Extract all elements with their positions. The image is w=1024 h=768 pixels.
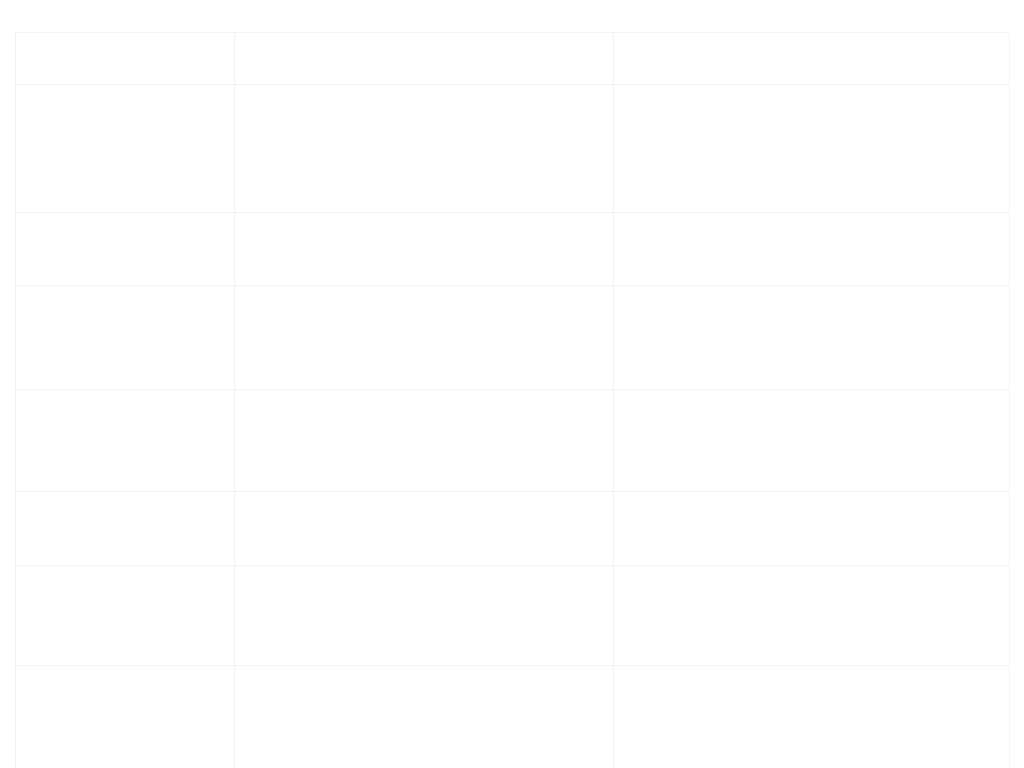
table-cell — [235, 390, 614, 492]
table-row — [16, 286, 1010, 390]
table-header-row — [16, 33, 1010, 85]
table-cell — [16, 85, 235, 213]
table-row — [16, 492, 1010, 566]
table-cell — [614, 286, 1010, 390]
table-cell — [16, 566, 235, 666]
table-cell — [614, 390, 1010, 492]
table-cell — [235, 213, 614, 286]
column-header — [235, 33, 614, 85]
table-cell — [235, 666, 614, 768]
table-cell — [614, 666, 1010, 768]
table-row — [16, 85, 1010, 213]
column-header — [614, 33, 1010, 85]
table-cell — [614, 213, 1010, 286]
table-cell — [16, 286, 235, 390]
table-cell — [16, 390, 235, 492]
table-cell — [614, 566, 1010, 666]
data-table — [15, 32, 1010, 768]
column-header — [16, 33, 235, 85]
table-cell — [235, 85, 614, 213]
table-cell — [16, 492, 235, 566]
table-cell — [614, 85, 1010, 213]
table-row — [16, 390, 1010, 492]
table-cell — [614, 492, 1010, 566]
table-row — [16, 566, 1010, 666]
table-row — [16, 213, 1010, 286]
table-cell — [16, 213, 235, 286]
table-cell — [235, 492, 614, 566]
table-cell — [16, 666, 235, 768]
table-row — [16, 666, 1010, 768]
table-cell — [235, 286, 614, 390]
table-cell — [235, 566, 614, 666]
